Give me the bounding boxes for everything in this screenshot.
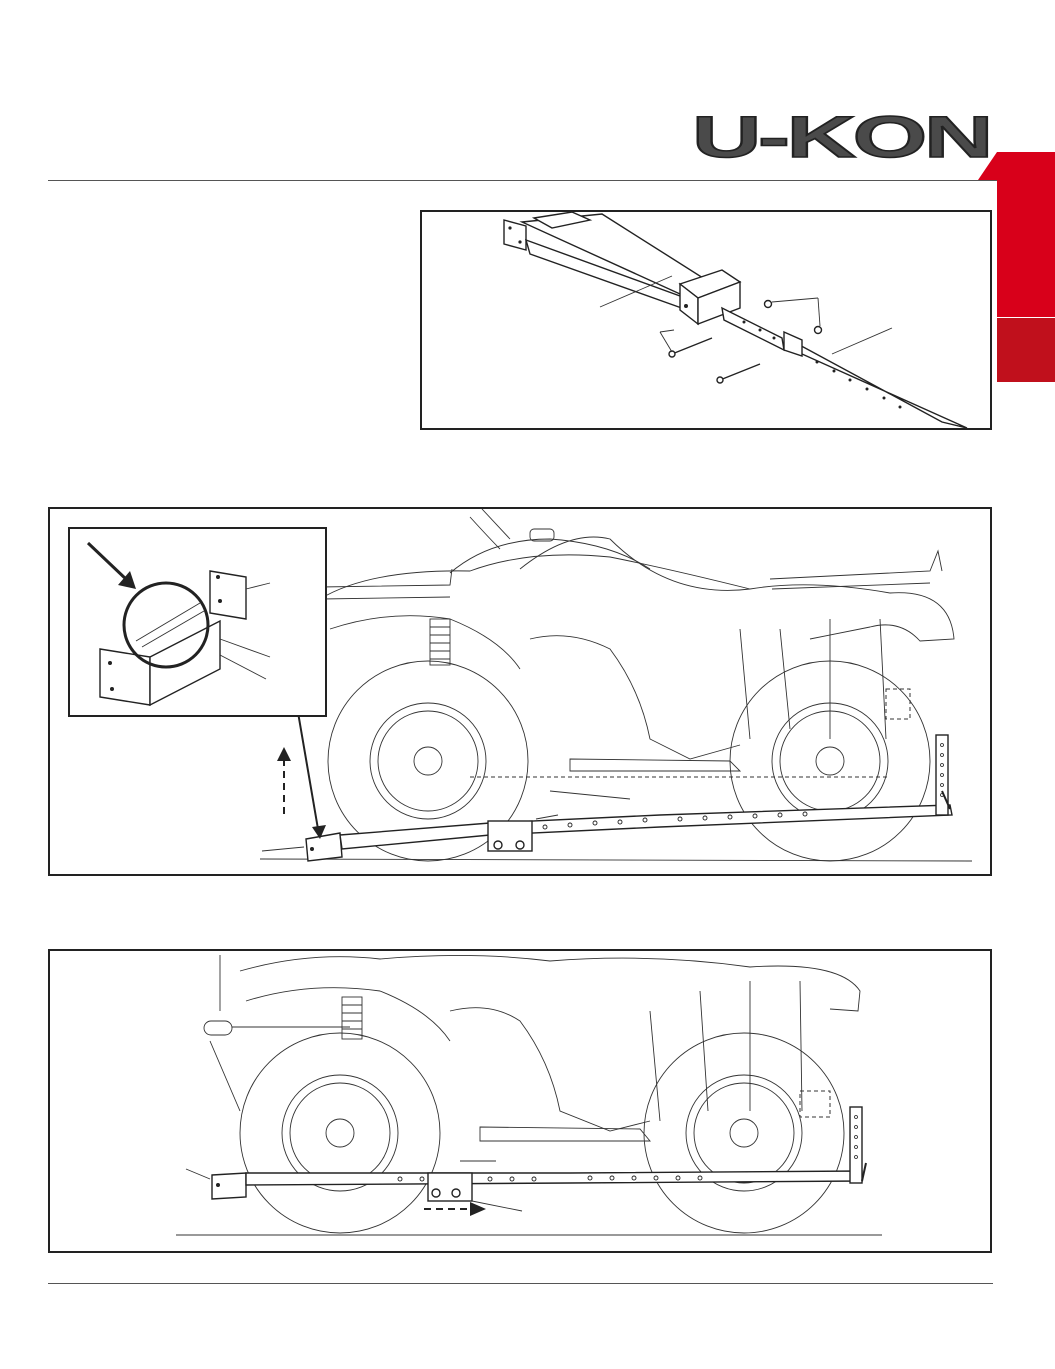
nut-icon: [765, 301, 822, 334]
bolt-icon: [669, 338, 760, 383]
header-divider: [48, 180, 998, 181]
brand-logo-text: U-KON: [692, 105, 990, 165]
shock-spring: [430, 619, 450, 665]
brand-logo: [690, 105, 995, 165]
arrow-icon: [88, 543, 136, 589]
footer-divider: [48, 1283, 993, 1284]
atv-sliding-figure: [48, 949, 992, 1253]
magnify-detail-inset: [68, 527, 327, 717]
frame-assembly-figure: [420, 210, 992, 430]
atv-mounting-figure: [48, 507, 992, 876]
